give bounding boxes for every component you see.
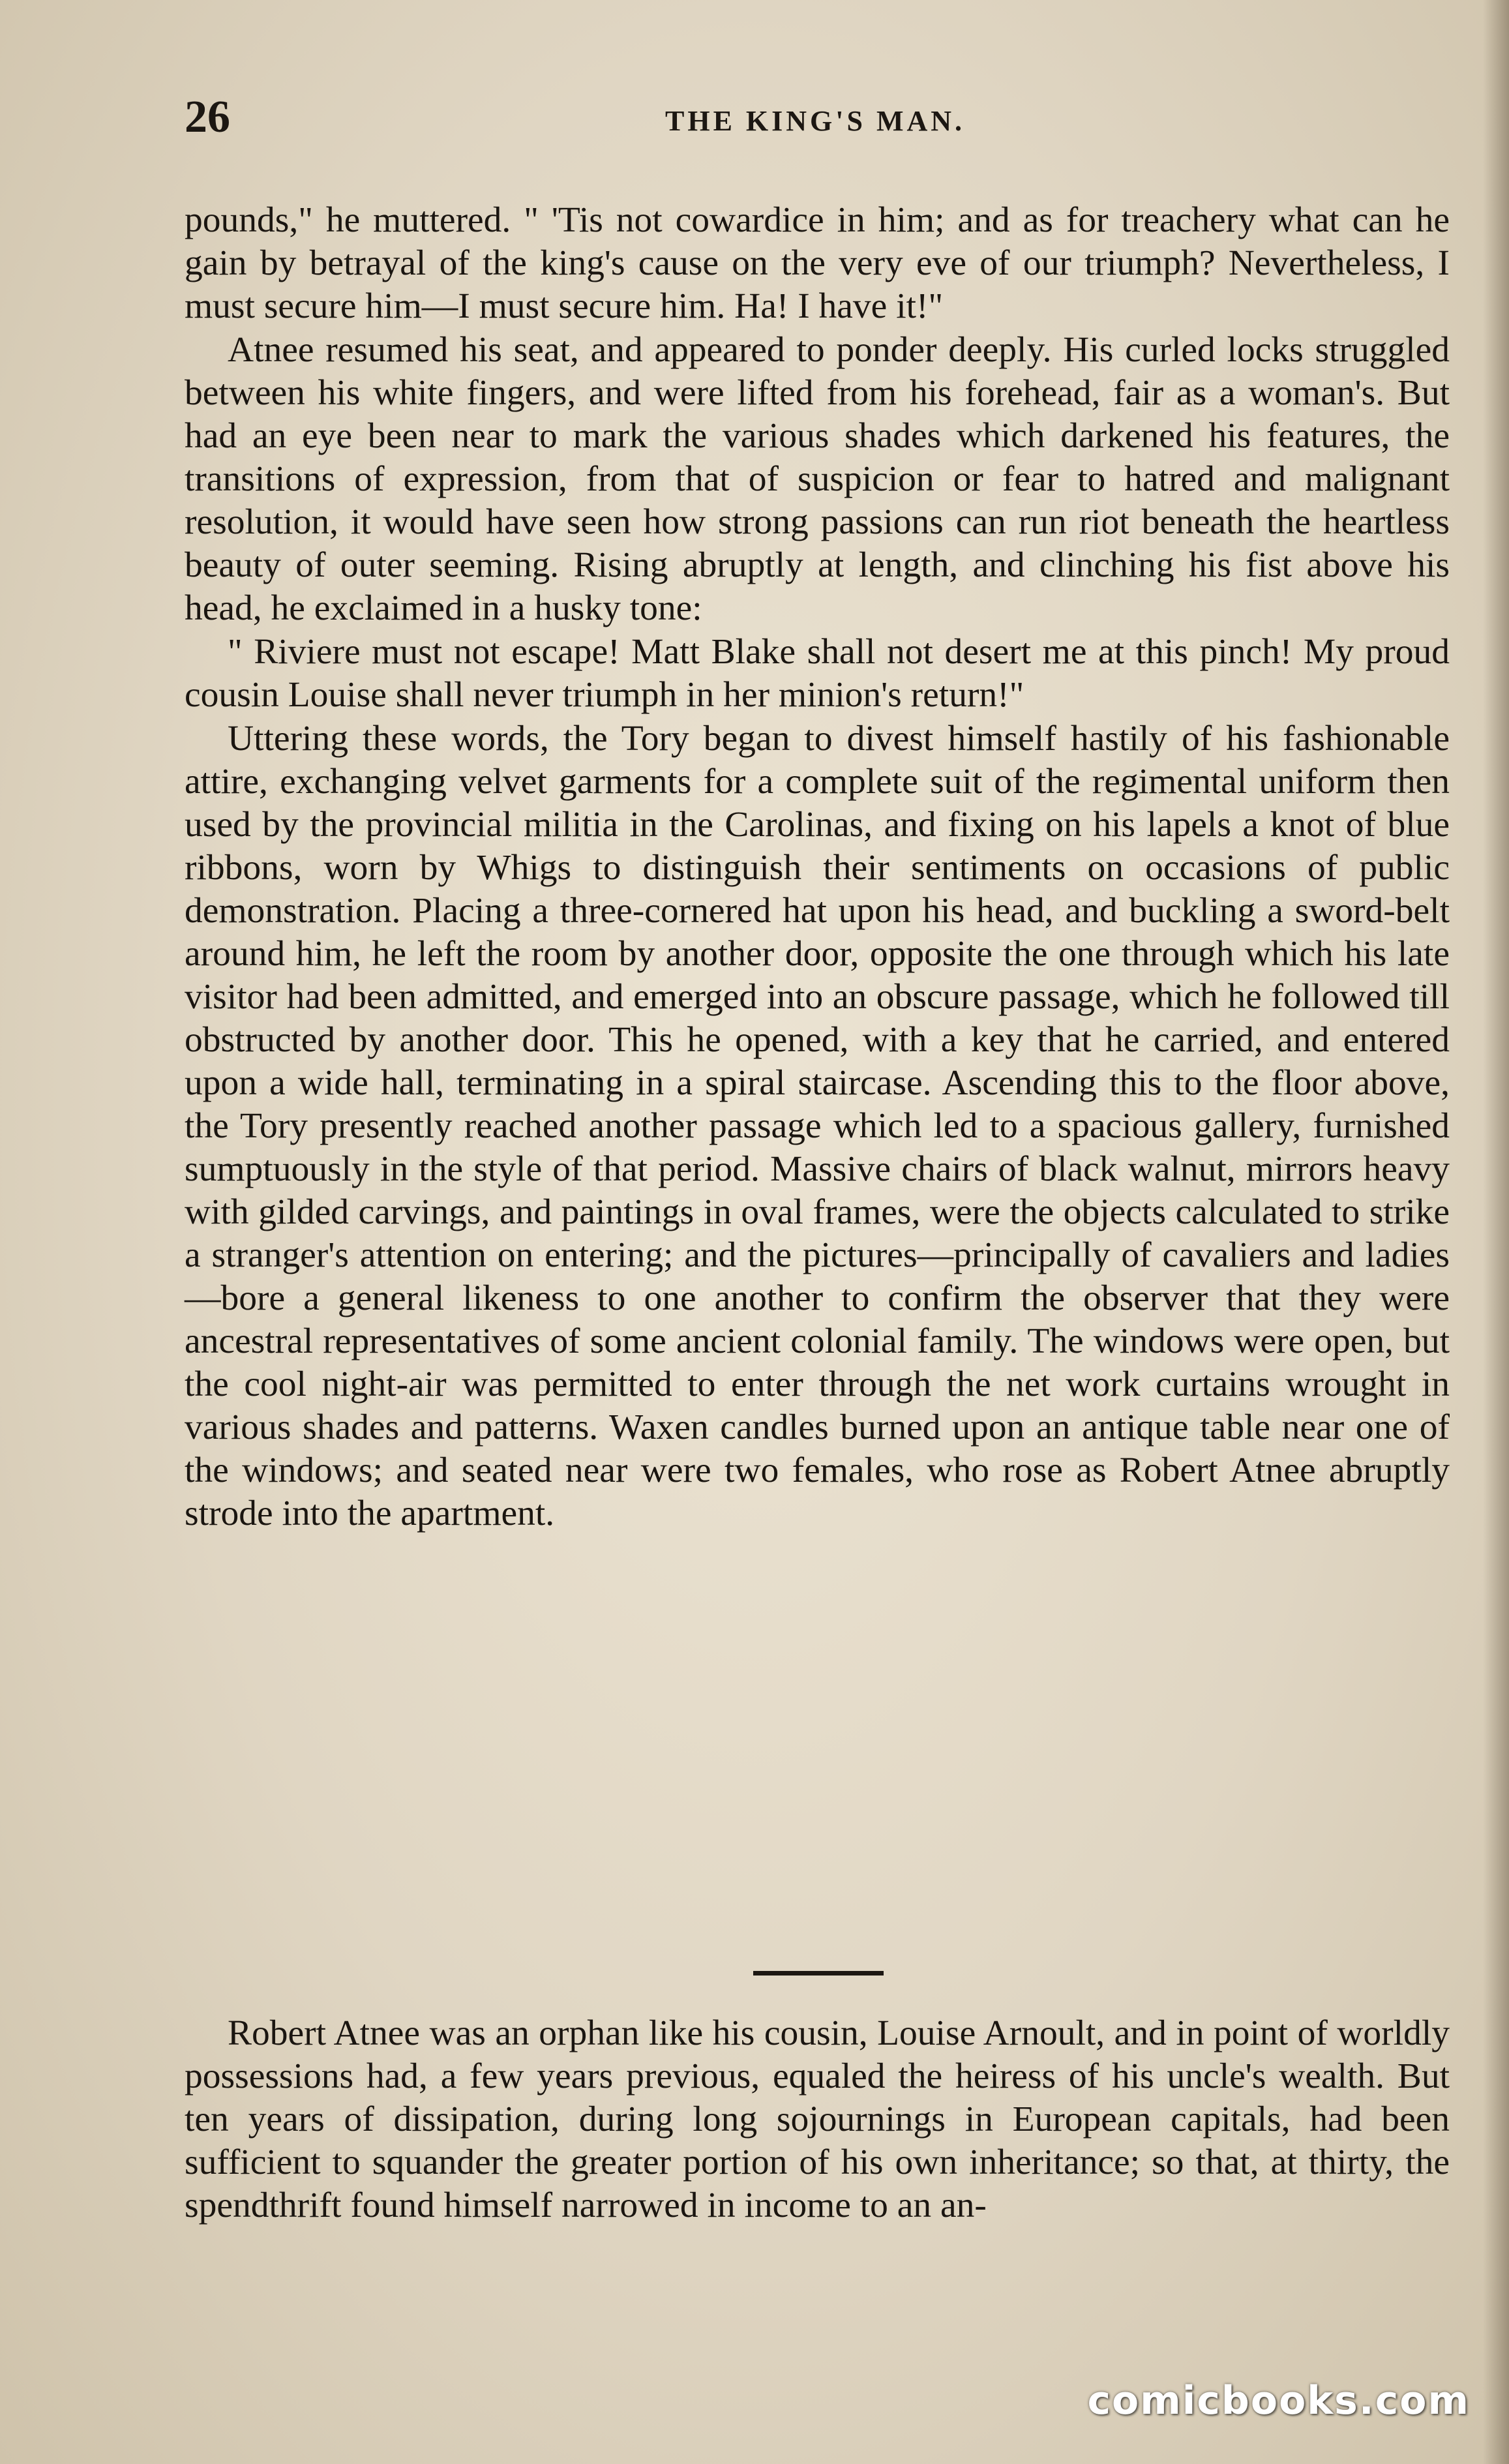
- page-number: 26: [185, 92, 230, 142]
- page-edge-shadow: [1483, 0, 1509, 2464]
- body-text-bottom: [185, 2012, 1450, 2227]
- paragraph: " Riviere must not escape! Matt Blake shall not desert me at this pinch! My proud cousin Louise shall never triumph in her minion's return!": [185, 632, 1450, 715]
- paragraph: Atnee resumed his seat, and appeared to ponder deeply. His curled locks struggled between his white fingers, and were lifted from his forehead, fair as a woman's. But had an eye been near to mark the various shades which darkened his features, the transitions of expression, from that of suspicion or fear to hatred and malignant resolution, it would have seen how strong passions can run riot beneath the heartless beauty of outer seeming. Rising abruptly at length, and clinching his fist above his head, he exclaimed in a husky tone:: [185, 330, 1450, 628]
- paragraph: Uttering these words, the Tory began to divest himself hastily of his fashionable attire, exchanging velvet garments for a complete suit of the regimental uniform then used by the provincial militia in the Carolinas, and fixing on his lapels a knot of blue ribbons, worn by Whigs to distinguish their sentiments on occasions of public demonstration. Placing a three-cornered hat upon his head, and buckling a sword-belt around him, he left the room by another door, opposite the one through which his late visitor had been admitted, and emerged into an obscure passage, which he followed till obstructed by another door. This he opened, with a key that he carried, and entered upon a wide hall, terminating in a spiral staircase. Ascending this to the floor above, the Tory presently reached another passage which led to a spacious gallery, furnished sumptuously in the style of that period. Massive chairs of black walnut, mirrors heavy with gilded carvings, and paintings in oval frames, were the objects calculated to strike a stranger's attention on entering; and the pictures—principally of cavaliers and ladies—bore a general likeness to one another to confirm the observer that they were ancestral representatives of some ancient colonial family. The windows were open, but the cool night-air was permitted to enter through the net work curtains wrought in various shades and patterns. Waxen candles burned upon an antique table near one of the windows; and seated near were two females, who rose as Robert Atnee abruptly strode into the apartment.: [185, 719, 1450, 1533]
- paragraph: Robert Atnee was an orphan like his cousin, Louise Arnoult, and in point of worldly possessions had, a few years previous, equaled the heiress of his uncle's wealth. But ten years of dissipation, during long sojournings in European capitals, had been sufficient to squander the greater portion of his own inheritance; so that, at thirty, the spendthrift found himself narrowed in income to an an-: [185, 2013, 1450, 2225]
- running-title: THE KING'S MAN.: [665, 105, 966, 137]
- body-text-top: [185, 199, 1450, 1535]
- paragraph: pounds," he muttered. " 'Tis not cowardice in him; and as for treachery what can he gain by betrayal of the king's cause on the very eve of our triumph? Nevertheless, I must secure him—I must secure him. Ha! I have it!": [185, 200, 1450, 326]
- section-divider: [753, 1971, 884, 1976]
- watermark: comicbooks.com: [1087, 2378, 1470, 2424]
